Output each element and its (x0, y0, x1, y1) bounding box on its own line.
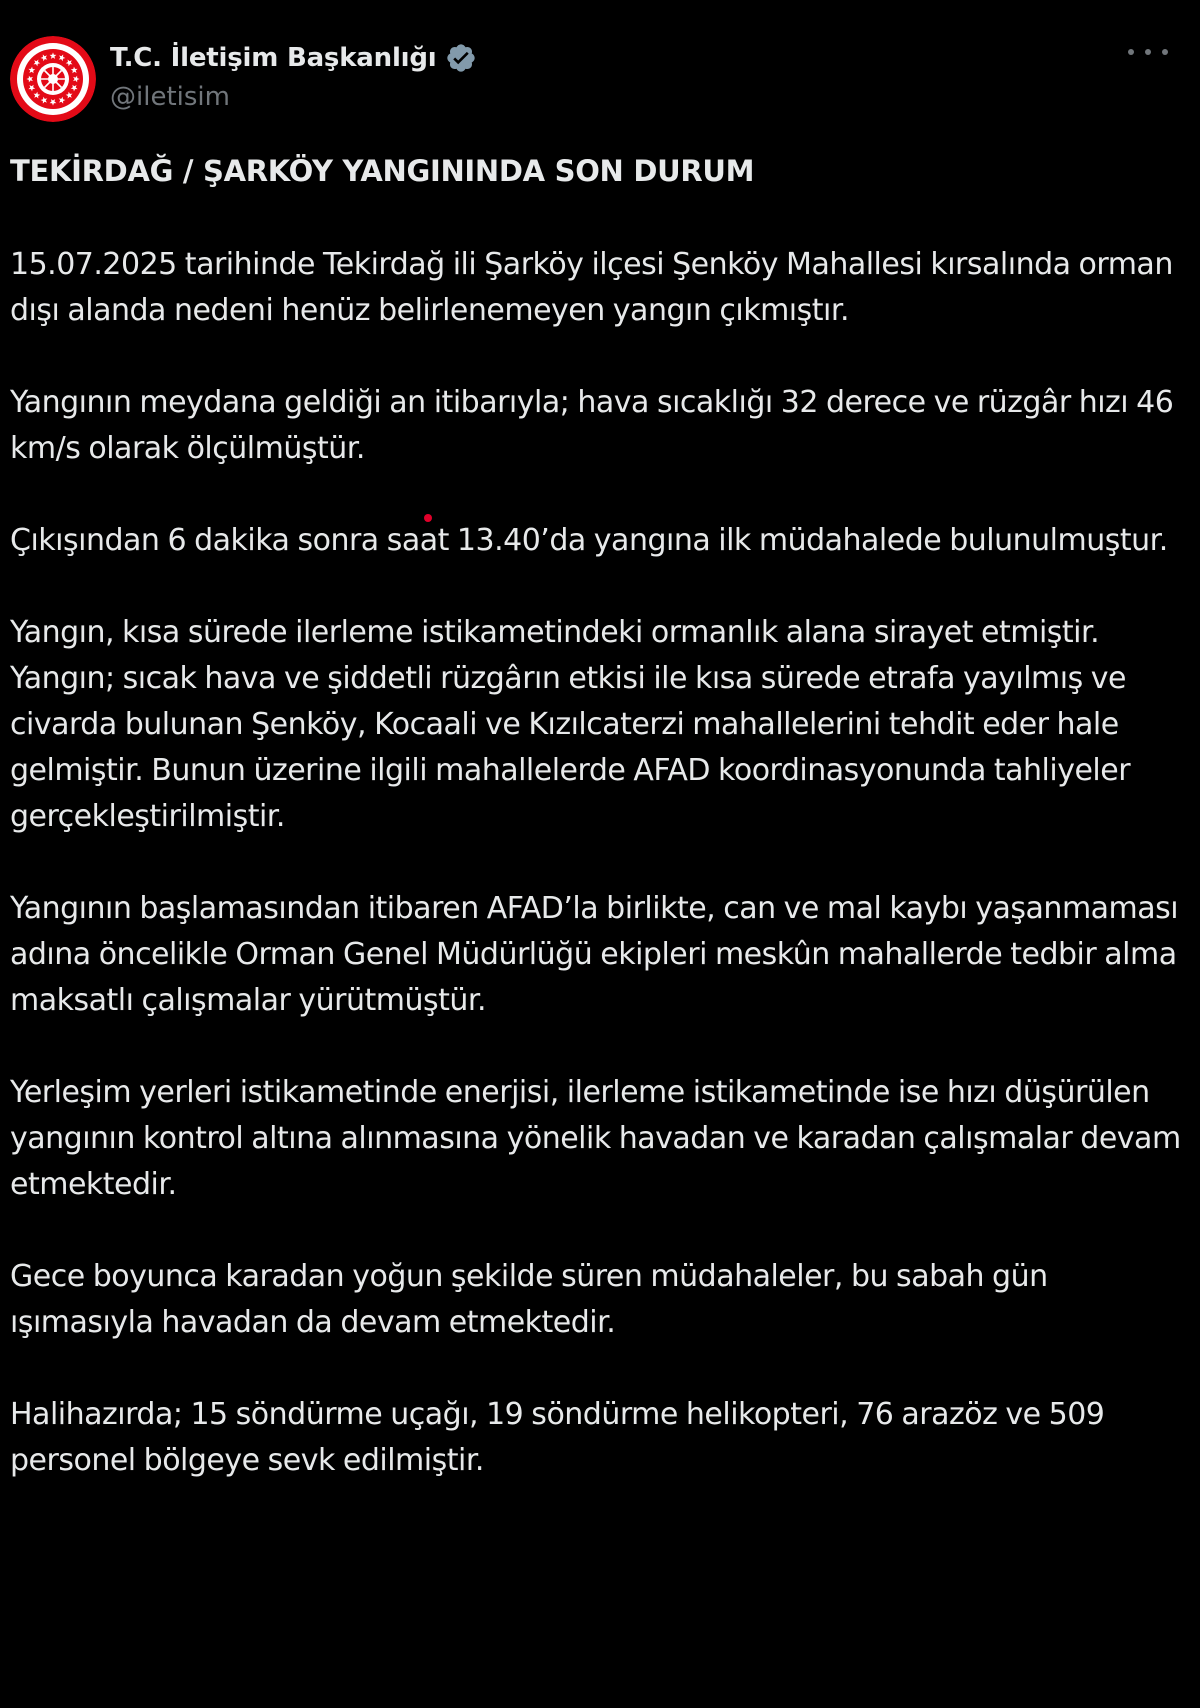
post-paragraph: Yangın, kısa sürede ilerleme istikametindeki ormanlık alana sirayet etmiştir. Yangın; sıcak hava ve şiddetli rüzgârın etkisi ile kısa sürede etrafa yayılmış ve civarda bulunan Şenköy, Kocaali ve Kızılcaterzi mahallelerini tehdit eder hale gelmiştir. Bunun üzerine ilgili mahallelerde AFAD koordinasyonunda tahliyeler gerçekleştirilmiştir. (10, 615, 1131, 834)
more-options-icon[interactable] (1128, 42, 1168, 62)
account-name-block (110, 40, 477, 112)
name-row (110, 40, 477, 76)
post-paragraph: Yerleşim yerleri istikametinde enerjisi, ilerleme istikametinde ise hızı düşürülen yangının kontrol altına alınmasına yönelik havadan ve karadan çalışmalar devam etmektedir. (10, 1075, 1181, 1202)
post-paragraph: Çıkışından 6 dakika sonra saat 13.40’da yangına ilk müdahalede bulunulmuştur. (10, 523, 1168, 558)
display-name[interactable]: T.C. İletişim Başkanlığı (110, 43, 437, 73)
verified-badge-icon (445, 42, 477, 74)
more-dot (1128, 49, 1134, 55)
red-dot-artifact (424, 514, 432, 522)
avatar[interactable] (10, 36, 96, 122)
state-seal-icon (10, 36, 96, 122)
post-title: TEKİRDAĞ / ŞARKÖY YANGININDA SON DURUM (10, 154, 755, 188)
tweet-header (10, 36, 1200, 126)
more-dot (1145, 49, 1151, 55)
post-paragraph: Halihazırda; 15 söndürme uçağı, 19 söndürme helikopteri, 76 arazöz ve 509 personel bölgeye sevk edilmiştir. (10, 1397, 1105, 1478)
more-dot (1162, 49, 1168, 55)
post-paragraph: Yangının başlamasından itibaren AFAD’la birlikte, can ve mal kaybı yaşanmaması adına öncelikle Orman Genel Müdürlüğü ekipleri meskûn mahallerde tedbir alma maksatlı çalışmalar yürütmüştür. (10, 891, 1179, 1018)
account-handle[interactable]: @iletisim (110, 82, 230, 112)
post-paragraph: Gece boyunca karadan yoğun şekilde süren müdahaleler, bu sabah gün ışımasıyla havadan da devam etmektedir. (10, 1259, 1048, 1340)
tweet-body (10, 148, 1185, 1530)
post-paragraph: 15.07.2025 tarihinde Tekirdağ ili Şarköy ilçesi Şenköy Mahallesi kırsalında orman dışı alanda nedeni henüz belirlenemeyen yangın çıkmıştır. (10, 247, 1173, 328)
post-paragraph: Yangının meydana geldiği an itibarıyla; hava sıcaklığı 32 derece ve rüzgâr hızı 46 km/s olarak ölçülmüştür. (10, 385, 1174, 466)
